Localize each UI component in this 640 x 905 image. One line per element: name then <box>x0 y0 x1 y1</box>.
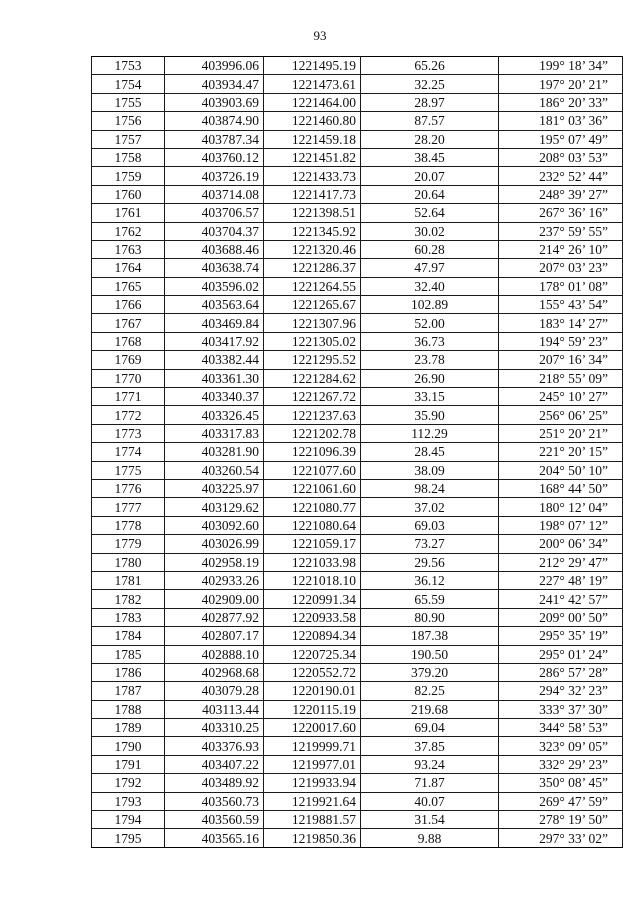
table-row <box>92 755 623 773</box>
point-number-cell: 1774 <box>92 443 165 461</box>
table-row <box>92 369 623 387</box>
point-number-cell: 1770 <box>92 369 165 387</box>
x-coordinate-cell: 403704.37 <box>165 222 264 240</box>
distance-cell: 60.28 <box>361 240 499 258</box>
point-number-cell: 1794 <box>92 811 165 829</box>
y-coordinate-cell: 1220190.01 <box>264 682 361 700</box>
distance-cell: 29.56 <box>361 553 499 571</box>
y-coordinate-cell: 1221077.60 <box>264 461 361 479</box>
y-coordinate-cell: 1221460.80 <box>264 112 361 130</box>
bearing-cell: 332° 29’ 23” <box>499 755 623 773</box>
y-coordinate-cell: 1221061.60 <box>264 479 361 497</box>
x-coordinate-cell: 403281.90 <box>165 443 264 461</box>
y-coordinate-cell: 1220115.19 <box>264 700 361 718</box>
x-coordinate-cell: 403382.44 <box>165 351 264 369</box>
y-coordinate-cell: 1221080.64 <box>264 516 361 534</box>
bearing-cell: 256° 06’ 25” <box>499 406 623 424</box>
y-coordinate-cell: 1219977.01 <box>264 755 361 773</box>
x-coordinate-cell: 403560.59 <box>165 811 264 829</box>
x-coordinate-cell: 403706.57 <box>165 204 264 222</box>
x-coordinate-cell: 402909.00 <box>165 590 264 608</box>
y-coordinate-cell: 1221417.73 <box>264 185 361 203</box>
bearing-cell: 323° 09’ 05” <box>499 737 623 755</box>
x-coordinate-cell: 403560.73 <box>165 792 264 810</box>
y-coordinate-cell: 1221033.98 <box>264 553 361 571</box>
x-coordinate-cell: 403260.54 <box>165 461 264 479</box>
y-coordinate-cell: 1221305.02 <box>264 332 361 350</box>
point-number-cell: 1780 <box>92 553 165 571</box>
bearing-cell: 155° 43’ 54” <box>499 296 623 314</box>
bearing-cell: 168° 44’ 50” <box>499 479 623 497</box>
table-row <box>92 811 623 829</box>
x-coordinate-cell: 402877.92 <box>165 608 264 626</box>
y-coordinate-cell: 1220552.72 <box>264 663 361 681</box>
distance-cell: 31.54 <box>361 811 499 829</box>
point-number-cell: 1777 <box>92 498 165 516</box>
point-number-cell: 1779 <box>92 535 165 553</box>
y-coordinate-cell: 1220933.58 <box>264 608 361 626</box>
y-coordinate-cell: 1221295.52 <box>264 351 361 369</box>
bearing-cell: 214° 26’ 10” <box>499 240 623 258</box>
table-row <box>92 700 623 718</box>
distance-cell: 26.90 <box>361 369 499 387</box>
y-coordinate-cell: 1221473.61 <box>264 75 361 93</box>
point-number-cell: 1757 <box>92 130 165 148</box>
point-number-cell: 1759 <box>92 167 165 185</box>
bearing-cell: 218° 55’ 09” <box>499 369 623 387</box>
distance-cell: 20.64 <box>361 185 499 203</box>
point-number-cell: 1778 <box>92 516 165 534</box>
x-coordinate-cell: 403996.06 <box>165 57 264 75</box>
distance-cell: 28.97 <box>361 93 499 111</box>
table-row <box>92 682 623 700</box>
distance-cell: 38.45 <box>361 148 499 166</box>
table-row <box>92 277 623 295</box>
point-number-cell: 1787 <box>92 682 165 700</box>
y-coordinate-cell: 1221059.17 <box>264 535 361 553</box>
x-coordinate-cell: 403688.46 <box>165 240 264 258</box>
y-coordinate-cell: 1221265.67 <box>264 296 361 314</box>
bearing-cell: 267° 36’ 16” <box>499 204 623 222</box>
distance-cell: 23.78 <box>361 351 499 369</box>
table-row <box>92 774 623 792</box>
table-row <box>92 737 623 755</box>
point-number-cell: 1776 <box>92 479 165 497</box>
bearing-cell: 286° 57’ 28” <box>499 663 623 681</box>
y-coordinate-cell: 1221320.46 <box>264 240 361 258</box>
table-row <box>92 204 623 222</box>
bearing-cell: 269° 47’ 59” <box>499 792 623 810</box>
bearing-cell: 232° 52’ 44” <box>499 167 623 185</box>
distance-cell: 52.64 <box>361 204 499 222</box>
distance-cell: 65.59 <box>361 590 499 608</box>
y-coordinate-cell: 1219999.71 <box>264 737 361 755</box>
bearing-cell: 245° 10’ 27” <box>499 388 623 406</box>
y-coordinate-cell: 1220991.34 <box>264 590 361 608</box>
table-row <box>92 112 623 130</box>
table-row <box>92 424 623 442</box>
x-coordinate-cell: 403361.30 <box>165 369 264 387</box>
table-row <box>92 75 623 93</box>
bearing-cell: 200° 06’ 34” <box>499 535 623 553</box>
x-coordinate-cell: 403596.02 <box>165 277 264 295</box>
distance-cell: 28.45 <box>361 443 499 461</box>
table-row <box>92 148 623 166</box>
table-row <box>92 406 623 424</box>
bearing-cell: 241° 42’ 57” <box>499 590 623 608</box>
distance-cell: 187.38 <box>361 627 499 645</box>
x-coordinate-cell: 403563.64 <box>165 296 264 314</box>
distance-cell: 32.25 <box>361 75 499 93</box>
distance-cell: 190.50 <box>361 645 499 663</box>
point-number-cell: 1792 <box>92 774 165 792</box>
table-row <box>92 240 623 258</box>
x-coordinate-cell: 403129.62 <box>165 498 264 516</box>
table-row <box>92 351 623 369</box>
distance-cell: 47.97 <box>361 259 499 277</box>
bearing-cell: 209° 00’ 50” <box>499 608 623 626</box>
table-row <box>92 792 623 810</box>
point-number-cell: 1766 <box>92 296 165 314</box>
y-coordinate-cell: 1221264.55 <box>264 277 361 295</box>
point-number-cell: 1758 <box>92 148 165 166</box>
point-number-cell: 1760 <box>92 185 165 203</box>
distance-cell: 379.20 <box>361 663 499 681</box>
distance-cell: 69.04 <box>361 719 499 737</box>
table-row <box>92 222 623 240</box>
table-row <box>92 516 623 534</box>
point-number-cell: 1765 <box>92 277 165 295</box>
distance-cell: 112.29 <box>361 424 499 442</box>
y-coordinate-cell: 1221267.72 <box>264 388 361 406</box>
table-row <box>92 296 623 314</box>
point-number-cell: 1771 <box>92 388 165 406</box>
y-coordinate-cell: 1221464.00 <box>264 93 361 111</box>
table-row <box>92 571 623 589</box>
table-row <box>92 663 623 681</box>
x-coordinate-cell: 403079.28 <box>165 682 264 700</box>
y-coordinate-cell: 1221451.82 <box>264 148 361 166</box>
x-coordinate-cell: 403113.44 <box>165 700 264 718</box>
bearing-cell: 251° 20’ 21” <box>499 424 623 442</box>
distance-cell: 30.02 <box>361 222 499 240</box>
point-number-cell: 1772 <box>92 406 165 424</box>
bearing-cell: 181° 03’ 36” <box>499 112 623 130</box>
y-coordinate-cell: 1221237.63 <box>264 406 361 424</box>
y-coordinate-cell: 1221433.73 <box>264 167 361 185</box>
x-coordinate-cell: 403638.74 <box>165 259 264 277</box>
x-coordinate-cell: 403903.69 <box>165 93 264 111</box>
x-coordinate-cell: 403326.45 <box>165 406 264 424</box>
distance-cell: 36.73 <box>361 332 499 350</box>
x-coordinate-cell: 403407.22 <box>165 755 264 773</box>
table-row <box>92 93 623 111</box>
x-coordinate-cell: 402807.17 <box>165 627 264 645</box>
distance-cell: 9.88 <box>361 829 499 847</box>
distance-cell: 37.85 <box>361 737 499 755</box>
x-coordinate-cell: 403310.25 <box>165 719 264 737</box>
distance-cell: 65.26 <box>361 57 499 75</box>
distance-cell: 28.20 <box>361 130 499 148</box>
bearing-cell: 198° 07’ 12” <box>499 516 623 534</box>
point-number-cell: 1756 <box>92 112 165 130</box>
x-coordinate-cell: 403787.34 <box>165 130 264 148</box>
bearing-cell: 295° 35’ 19” <box>499 627 623 645</box>
distance-cell: 71.87 <box>361 774 499 792</box>
point-number-cell: 1791 <box>92 755 165 773</box>
point-number-cell: 1790 <box>92 737 165 755</box>
point-number-cell: 1795 <box>92 829 165 847</box>
table-row <box>92 479 623 497</box>
y-coordinate-cell: 1221398.51 <box>264 204 361 222</box>
bearing-cell: 295° 01’ 24” <box>499 645 623 663</box>
table-row <box>92 167 623 185</box>
x-coordinate-cell: 403874.90 <box>165 112 264 130</box>
y-coordinate-cell: 1221307.96 <box>264 314 361 332</box>
point-number-cell: 1781 <box>92 571 165 589</box>
y-coordinate-cell: 1220894.34 <box>264 627 361 645</box>
distance-cell: 93.24 <box>361 755 499 773</box>
distance-cell: 38.09 <box>361 461 499 479</box>
point-number-cell: 1754 <box>92 75 165 93</box>
point-number-cell: 1768 <box>92 332 165 350</box>
distance-cell: 87.57 <box>361 112 499 130</box>
table-row <box>92 332 623 350</box>
x-coordinate-cell: 402888.10 <box>165 645 264 663</box>
bearing-cell: 333° 37’ 30” <box>499 700 623 718</box>
bearing-cell: 344° 58’ 53” <box>499 719 623 737</box>
point-number-cell: 1782 <box>92 590 165 608</box>
y-coordinate-cell: 1220017.60 <box>264 719 361 737</box>
x-coordinate-cell: 403469.84 <box>165 314 264 332</box>
y-coordinate-cell: 1221286.37 <box>264 259 361 277</box>
distance-cell: 37.02 <box>361 498 499 516</box>
table-row <box>92 645 623 663</box>
table-row <box>92 498 623 516</box>
bearing-cell: 204° 50’ 10” <box>499 461 623 479</box>
x-coordinate-cell: 403489.92 <box>165 774 264 792</box>
y-coordinate-cell: 1221096.39 <box>264 443 361 461</box>
point-number-cell: 1755 <box>92 93 165 111</box>
y-coordinate-cell: 1219933.94 <box>264 774 361 792</box>
point-number-cell: 1773 <box>92 424 165 442</box>
point-number-cell: 1788 <box>92 700 165 718</box>
distance-cell: 102.89 <box>361 296 499 314</box>
table-row <box>92 461 623 479</box>
x-coordinate-cell: 403726.19 <box>165 167 264 185</box>
x-coordinate-cell: 402933.26 <box>165 571 264 589</box>
point-number-cell: 1761 <box>92 204 165 222</box>
bearing-cell: 199° 18’ 34” <box>499 57 623 75</box>
x-coordinate-cell: 403317.83 <box>165 424 264 442</box>
y-coordinate-cell: 1220725.34 <box>264 645 361 663</box>
y-coordinate-cell: 1221202.78 <box>264 424 361 442</box>
x-coordinate-cell: 403714.08 <box>165 185 264 203</box>
x-coordinate-cell: 403026.99 <box>165 535 264 553</box>
bearing-cell: 180° 12’ 04” <box>499 498 623 516</box>
table-row <box>92 627 623 645</box>
distance-cell: 32.40 <box>361 277 499 295</box>
x-coordinate-cell: 403376.93 <box>165 737 264 755</box>
bearing-cell: 227° 48’ 19” <box>499 571 623 589</box>
bearing-cell: 278° 19’ 50” <box>499 811 623 829</box>
y-coordinate-cell: 1221459.18 <box>264 130 361 148</box>
coordinates-table-body <box>92 57 623 848</box>
bearing-cell: 208° 03’ 53” <box>499 148 623 166</box>
bearing-cell: 186° 20’ 33” <box>499 93 623 111</box>
bearing-cell: 195° 07’ 49” <box>499 130 623 148</box>
distance-cell: 69.03 <box>361 516 499 534</box>
table-row <box>92 130 623 148</box>
table-row <box>92 553 623 571</box>
distance-cell: 98.24 <box>361 479 499 497</box>
coordinates-table <box>91 56 623 848</box>
table-row <box>92 185 623 203</box>
distance-cell: 219.68 <box>361 700 499 718</box>
distance-cell: 36.12 <box>361 571 499 589</box>
point-number-cell: 1775 <box>92 461 165 479</box>
bearing-cell: 221° 20’ 15” <box>499 443 623 461</box>
distance-cell: 40.07 <box>361 792 499 810</box>
table-row <box>92 388 623 406</box>
bearing-cell: 294° 32’ 23” <box>499 682 623 700</box>
x-coordinate-cell: 403934.47 <box>165 75 264 93</box>
point-number-cell: 1786 <box>92 663 165 681</box>
bearing-cell: 350° 08’ 45” <box>499 774 623 792</box>
x-coordinate-cell: 403565.16 <box>165 829 264 847</box>
point-number-cell: 1764 <box>92 259 165 277</box>
y-coordinate-cell: 1221018.10 <box>264 571 361 589</box>
distance-cell: 52.00 <box>361 314 499 332</box>
table-row <box>92 57 623 75</box>
table-row <box>92 314 623 332</box>
y-coordinate-cell: 1219881.57 <box>264 811 361 829</box>
point-number-cell: 1784 <box>92 627 165 645</box>
point-number-cell: 1767 <box>92 314 165 332</box>
point-number-cell: 1763 <box>92 240 165 258</box>
distance-cell: 73.27 <box>361 535 499 553</box>
x-coordinate-cell: 402968.68 <box>165 663 264 681</box>
bearing-cell: 248° 39’ 27” <box>499 185 623 203</box>
bearing-cell: 237° 59’ 55” <box>499 222 623 240</box>
x-coordinate-cell: 402958.19 <box>165 553 264 571</box>
bearing-cell: 297° 33’ 02” <box>499 829 623 847</box>
bearing-cell: 207° 16’ 34” <box>499 351 623 369</box>
table-row <box>92 608 623 626</box>
y-coordinate-cell: 1219921.64 <box>264 792 361 810</box>
table-row <box>92 719 623 737</box>
x-coordinate-cell: 403092.60 <box>165 516 264 534</box>
distance-cell: 35.90 <box>361 406 499 424</box>
bearing-cell: 178° 01’ 08” <box>499 277 623 295</box>
point-number-cell: 1793 <box>92 792 165 810</box>
point-number-cell: 1769 <box>92 351 165 369</box>
x-coordinate-cell: 403417.92 <box>165 332 264 350</box>
point-number-cell: 1789 <box>92 719 165 737</box>
table-row <box>92 590 623 608</box>
bearing-cell: 183° 14’ 27” <box>499 314 623 332</box>
bearing-cell: 197° 20’ 21” <box>499 75 623 93</box>
y-coordinate-cell: 1221080.77 <box>264 498 361 516</box>
distance-cell: 20.07 <box>361 167 499 185</box>
distance-cell: 80.90 <box>361 608 499 626</box>
point-number-cell: 1762 <box>92 222 165 240</box>
x-coordinate-cell: 403225.97 <box>165 479 264 497</box>
table-row <box>92 829 623 847</box>
bearing-cell: 212° 29’ 47” <box>499 553 623 571</box>
bearing-cell: 194° 59’ 23” <box>499 332 623 350</box>
distance-cell: 82.25 <box>361 682 499 700</box>
distance-cell: 33.15 <box>361 388 499 406</box>
y-coordinate-cell: 1221345.92 <box>264 222 361 240</box>
table-row <box>92 259 623 277</box>
table-row <box>92 535 623 553</box>
y-coordinate-cell: 1221284.62 <box>264 369 361 387</box>
y-coordinate-cell: 1221495.19 <box>264 57 361 75</box>
x-coordinate-cell: 403760.12 <box>165 148 264 166</box>
point-number-cell: 1753 <box>92 57 165 75</box>
bearing-cell: 207° 03’ 23” <box>499 259 623 277</box>
y-coordinate-cell: 1219850.36 <box>264 829 361 847</box>
point-number-cell: 1785 <box>92 645 165 663</box>
x-coordinate-cell: 403340.37 <box>165 388 264 406</box>
point-number-cell: 1783 <box>92 608 165 626</box>
table-row <box>92 443 623 461</box>
page-number: 93 <box>313 28 327 43</box>
